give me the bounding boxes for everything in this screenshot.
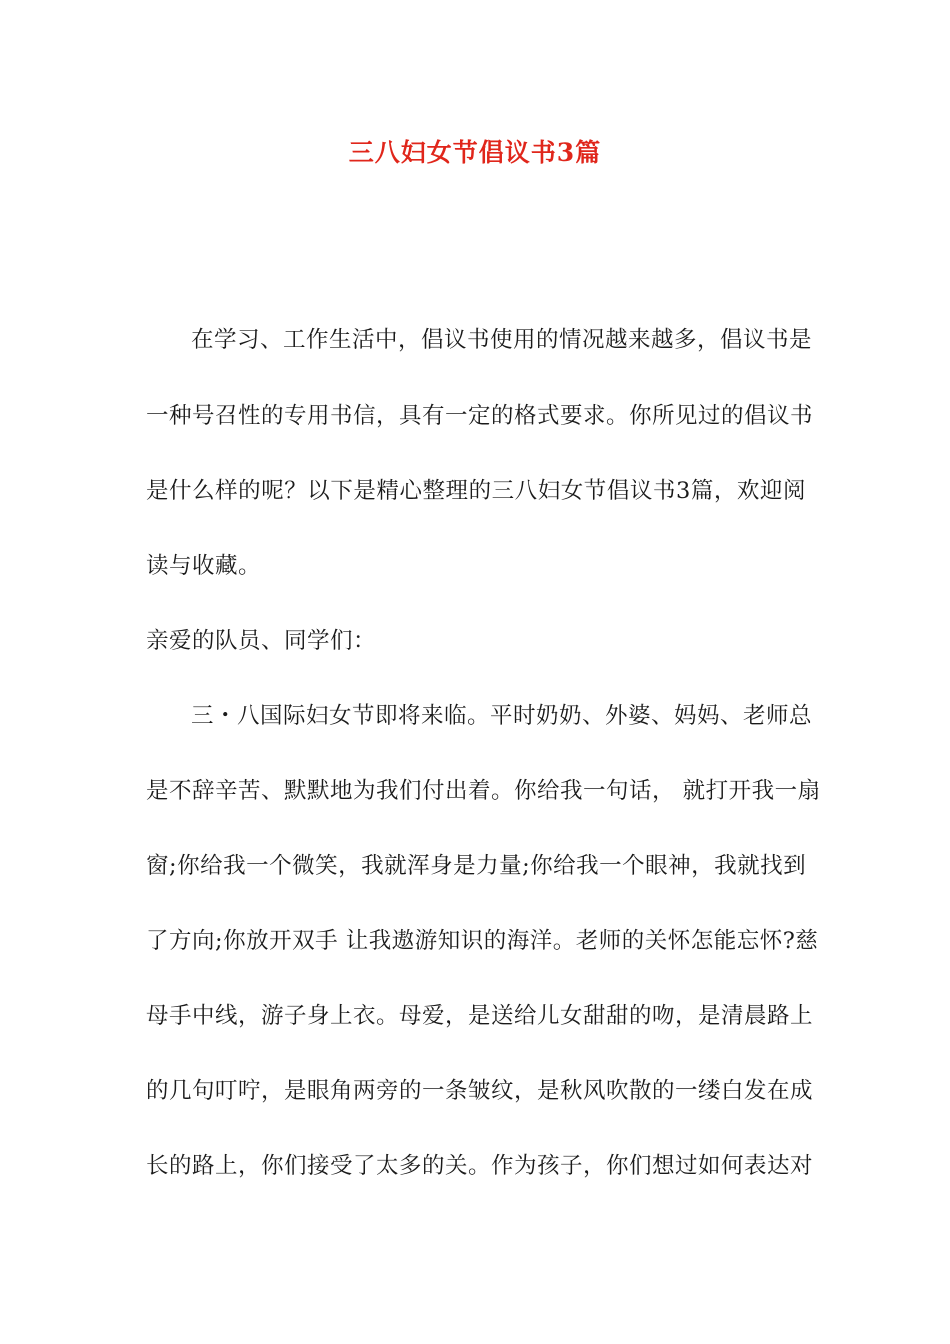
paragraph-line: 三・八国际妇女节即将来临。平时奶奶、外婆、妈妈、老师总: [191, 703, 813, 729]
paragraph-line: 长的路上，你们接受了太多的关。作为孩子，你们想过如何表达对: [146, 1153, 814, 1179]
paragraph-line: 是不辞辛苦、默默地为我们付出着。你给我一句话， 就打开我一扇: [146, 778, 821, 804]
paragraph-line: 是什么样的呢？以下是精心整理的三八妇女节倡议书3篇，欢迎阅: [146, 478, 806, 504]
document-title: 三八妇女节倡议书3篇: [348, 138, 602, 167]
paragraph-line: 一种号召性的专用书信，具有一定的格式要求。你所见过的倡议书: [146, 403, 814, 429]
paragraph-line: 了方向;你放开双手 让我遨游知识的海洋。老师的关怀怎能忘怀?慈: [146, 928, 819, 954]
paragraph-line: 在学习、工作生活中，倡议书使用的情况越来越多，倡议书是: [191, 327, 813, 353]
paragraph-line: 窗;你给我一个微笑，我就浑身是力量;你给我一个眼神，我就找到: [146, 853, 807, 879]
paragraph-line: 的几句叮咛，是眼角两旁的一条皱纹，是秋风吹散的一缕白发在成: [146, 1078, 814, 1104]
paragraph-line: 读与收藏。: [146, 553, 262, 579]
paragraph-line: 母手中线，游子身上衣。母爱，是送给儿女甜甜的吻，是清晨路上: [146, 1003, 814, 1029]
salutation-line: 亲爱的队员、同学们：: [146, 628, 377, 654]
